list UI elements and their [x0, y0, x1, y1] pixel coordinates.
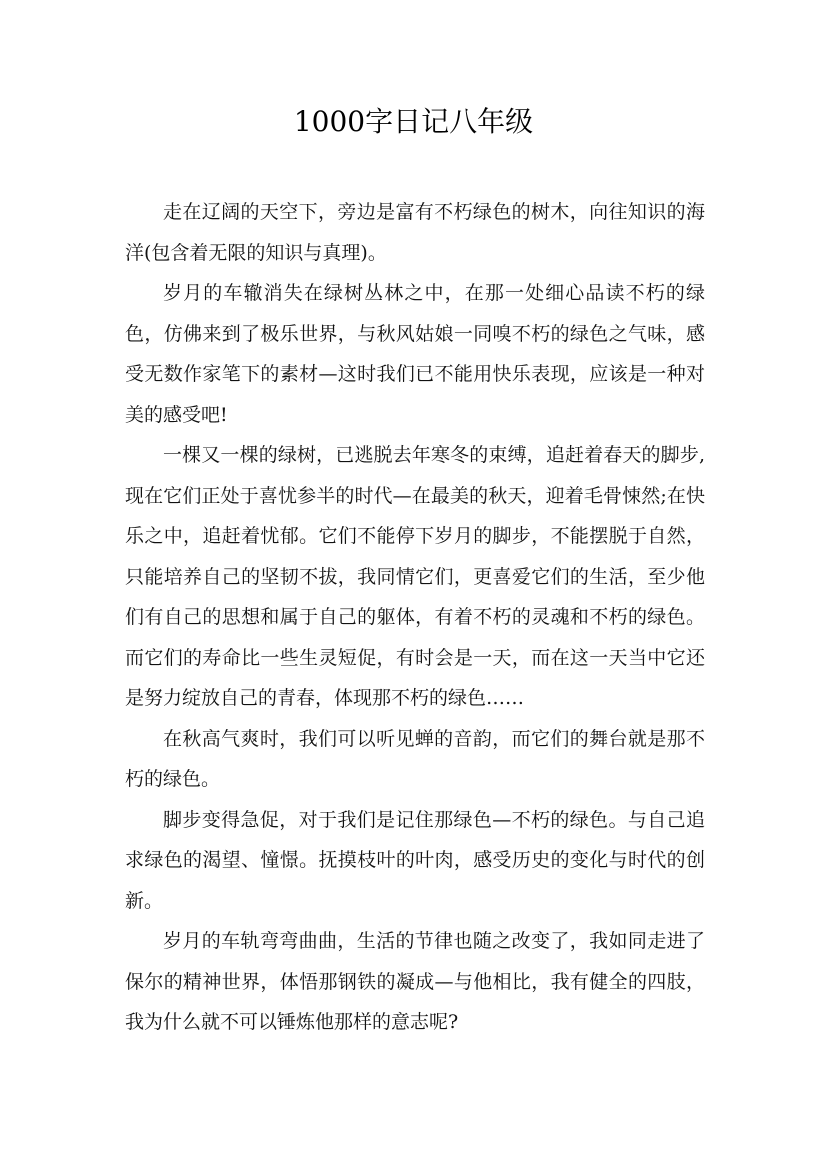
paragraph: 岁月的车辙消失在绿树丛林之中，在那一处细心品读不朽的绿色，仿佛来到了极乐世界，与秋风姑娘一同嗅不朽的绿色之气味，感受无数作家笔下的素材—这时我们已不能用快乐表现，应该是一种对美的感受吧!	[125, 282, 705, 426]
paragraph: 脚步变得急促，对于我们是记住那绿色—不朽的绿色。与自己追求绿色的渴望、憧憬。抚摸枝叶的叶肉，感受历史的变化与时代的创新。	[125, 808, 705, 912]
paragraph: 岁月的车轨弯弯曲曲，生活的节律也随之改变了，我如同走进了保尔的精神世界，体悟那钢铁的凝成—与他相比，我有健全的四肢，我为什么就不可以锤炼他那样的意志呢?	[125, 930, 705, 1033]
paragraph: 走在辽阔的天空下，旁边是富有不朽绿色的树木，向往知识的海洋(包含着无限的知识与真理)。	[125, 201, 705, 264]
document-body	[125, 192, 705, 1043]
document-title: 1000字日记八年级	[293, 105, 534, 138]
paragraph: 在秋高气爽时，我们可以听见蝉的音韵，而它们的舞台就是那不朽的绿色。	[125, 727, 705, 790]
paragraph: 一棵又一棵的绿树，已逃脱去年寒冬的束缚，追赶着春天的脚步,现在它们正处于喜忧参半的时代—在最美的秋天，迎着毛骨悚然;在快乐之中，追赶着忧郁。它们不能停下岁月的脚步，不能摆脱于自然，只能培养自己的坚韧不拔，我同情它们，更喜爱它们的生活，至少他们有自己的思想和属于自己的躯体，有着不朽的灵魂和不朽的绿色。而它们的寿命比一些生灵短促，有时会是一天，而在这一天当中它还是努力绽放自己的青春，体现那不朽的绿色……	[125, 444, 705, 709]
